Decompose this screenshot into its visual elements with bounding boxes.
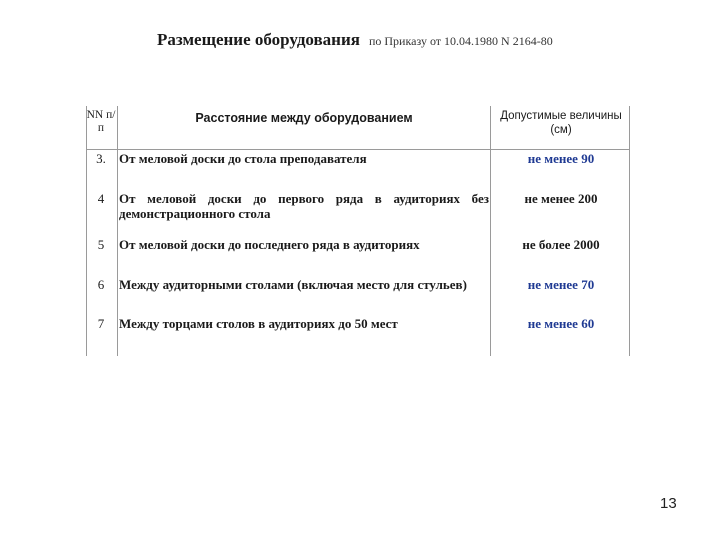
- row-description: От меловой доски до первого ряда в аудиториях без демонстрационного стола: [119, 191, 489, 221]
- row-number: 6: [97, 277, 105, 292]
- row-description: От меловой доски до стола преподавателя: [119, 151, 367, 166]
- page-header: [157, 30, 553, 50]
- row-description: Между аудиторными столами (включая место для стульев): [119, 277, 467, 292]
- row-description: От меловой доски до последнего ряда в аудиториях: [119, 237, 420, 252]
- row-number: 5: [97, 237, 105, 252]
- row-number: 7: [97, 316, 105, 331]
- row-description: Между торцами столов в аудиториях до 50 мест: [119, 316, 398, 331]
- page-title: Размещение оборудования: [157, 30, 360, 49]
- page-number: 13: [660, 495, 677, 512]
- column-header-values: Допустимые величины (см): [500, 110, 622, 136]
- row-value: не менее 200: [524, 191, 598, 206]
- row-number: 3.: [96, 151, 106, 166]
- row-value: не более 2000: [522, 237, 600, 252]
- page-subtitle: по Приказу от 10.04.1980 N 2164-80: [368, 34, 553, 48]
- row-number: 4: [97, 191, 105, 206]
- column-header-number: NN п/п: [86, 109, 116, 134]
- row-value: не менее 60: [527, 316, 595, 331]
- table-divider-val: [490, 106, 491, 356]
- row-value: не менее 70: [527, 277, 595, 292]
- equipment-distance-table: [86, 106, 630, 356]
- table-divider-num: [117, 106, 118, 356]
- column-header-distance: Расстояние между оборудованием: [195, 111, 413, 125]
- row-value: не менее 90: [527, 151, 595, 166]
- table-header-divider: [86, 149, 630, 150]
